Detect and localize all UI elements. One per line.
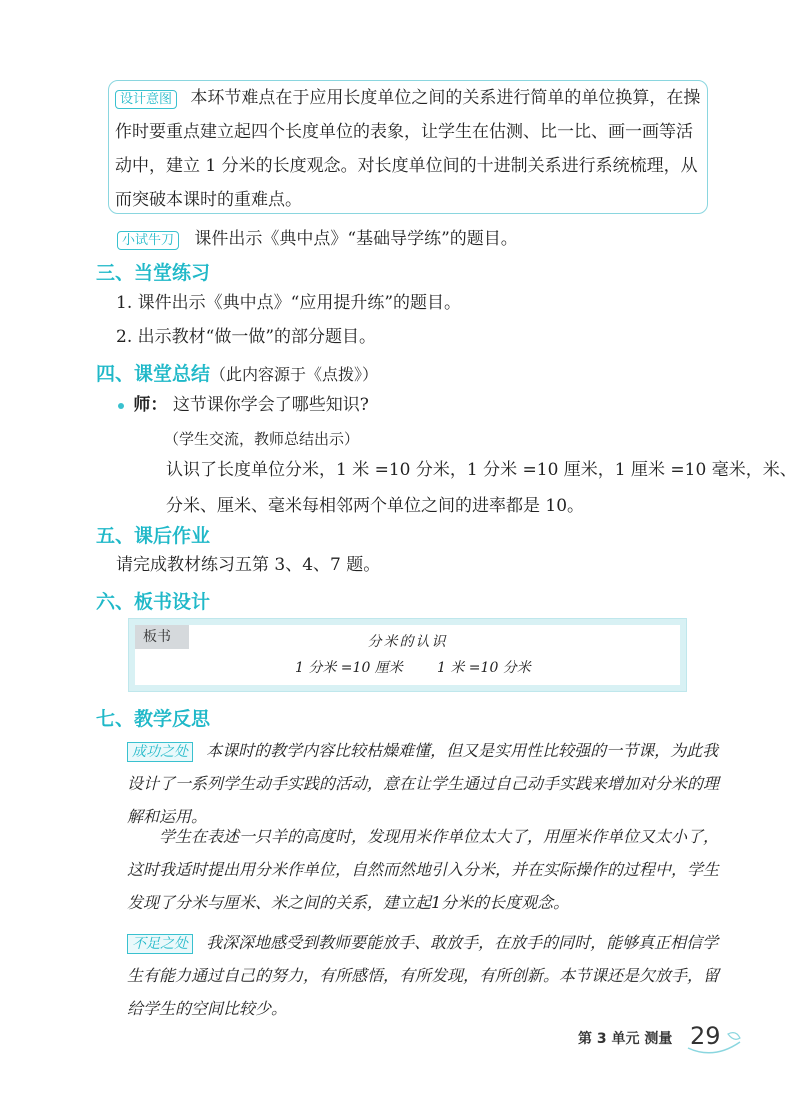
design-intent-tag: 设计意图 (115, 90, 177, 109)
practice-try (117, 222, 518, 256)
footer-unit: 第 3 单元 测量 (578, 1031, 673, 1047)
section4-note: （此内容源于《点拨》） (210, 365, 379, 384)
reflection-paragraph-2 (127, 820, 719, 919)
teacher-line (118, 388, 369, 422)
section5-title: 五、课后作业 (96, 525, 211, 547)
success-block (127, 734, 719, 833)
summary-block (166, 452, 797, 524)
shortfall-line-3: 给学生的空间比较少。 (127, 999, 288, 1018)
practice-try-text: 课件出示《典中点》“基础导学练”的题目。 (194, 229, 518, 249)
practice-try-tag: 小试牛刀 (117, 231, 179, 250)
section6-title: 六、板书设计 (96, 591, 211, 613)
page-decoration-icon (684, 1020, 744, 1054)
para2-line-3: 发现了分米与厘米、米之间的关系，建立起1分米的长度观念。 (127, 893, 570, 912)
board-eq-1: 1 分米 =10 厘米 (295, 660, 403, 676)
design-intent-line-2: 作时要重点建立起四个长度单位的表象，让学生在估测、比一比、画一画等活 (115, 122, 693, 142)
section3-list (116, 286, 461, 354)
design-intent-line-4: 而突破本课时的重难点。 (115, 190, 302, 210)
bullet-dot (118, 403, 124, 409)
board-eq-2: 1 米 =10 分米 (437, 660, 531, 676)
design-intent-rest (115, 115, 705, 217)
board-label: 板书 (135, 625, 189, 649)
design-intent-line-1: 本环节难点在于应用长度单位之间的关系进行简单的单位换算，在操 (190, 88, 701, 108)
teacher-question: 这节课你学会了哪些知识? (172, 395, 369, 415)
homework-text: 请完成教材练习五第 3、4、7 题。 (116, 555, 381, 575)
blackboard-inner (135, 625, 680, 685)
teacher-label: 师： (133, 395, 168, 415)
board-title: 分米的认识 (367, 634, 448, 650)
shortfall-line-1: 我深深地感受到教师要能放手、敢放手，在放手的同时，能够真正相信学 (206, 933, 719, 952)
student-note: （学生交流，教师总结出示） (164, 430, 360, 448)
design-intent-block (115, 81, 705, 115)
design-intent-line-3: 动中，建立 1 分米的长度观念。对长度单位间的十进制关系进行系统梳理，从 (115, 156, 698, 176)
shortfall-tag: 不足之处 (127, 934, 193, 954)
summary-line-1: 认识了长度单位分米，1 米 =10 分米，1 分米 =10 厘米，1 厘米 =10 毫米，米、 (166, 460, 797, 480)
success-tag: 成功之处 (127, 742, 193, 762)
blackboard-design (128, 618, 687, 692)
para2-line-2: 这时我适时提出用分米作单位，自然而然地引入分米，并在实际操作的过程中，学生 (127, 860, 720, 879)
success-line-3: 解和运用。 (127, 807, 208, 826)
page-number: 29 (690, 1022, 721, 1050)
section4-heading (96, 359, 378, 386)
section3-title: 三、当堂练习 (96, 262, 211, 284)
section4-title: 四、课堂总结 (96, 363, 211, 385)
shortfall-line-2: 生有能力通过自己的努力，有所感悟，有所发现，有所创新。本节课还是欠放手，留 (127, 966, 720, 985)
para2-line-1: 学生在表述一只羊的高度时，发现用米作单位太大了，用厘米作单位又太小了， (159, 827, 720, 846)
section3-item-1: 1. 课件出示《典中点》“应用提升练”的题目。 (116, 293, 462, 313)
summary-line-2: 分米、厘米、毫米每相邻两个单位之间的进率都是 10。 (166, 496, 585, 516)
shortfall-block (127, 926, 719, 1025)
section7-title: 七、教学反思 (96, 708, 211, 730)
success-line-2: 设计了一系列学生动手实践的活动，意在让学生通过自己动手实践来增加对分米的理 (127, 774, 720, 793)
section3-item-2: 2. 出示教材“做一做”的部分题目。 (116, 327, 377, 347)
success-line-1: 本课时的教学内容比较枯燥难懂，但又是实用性比较强的一节课，为此我 (206, 741, 719, 760)
